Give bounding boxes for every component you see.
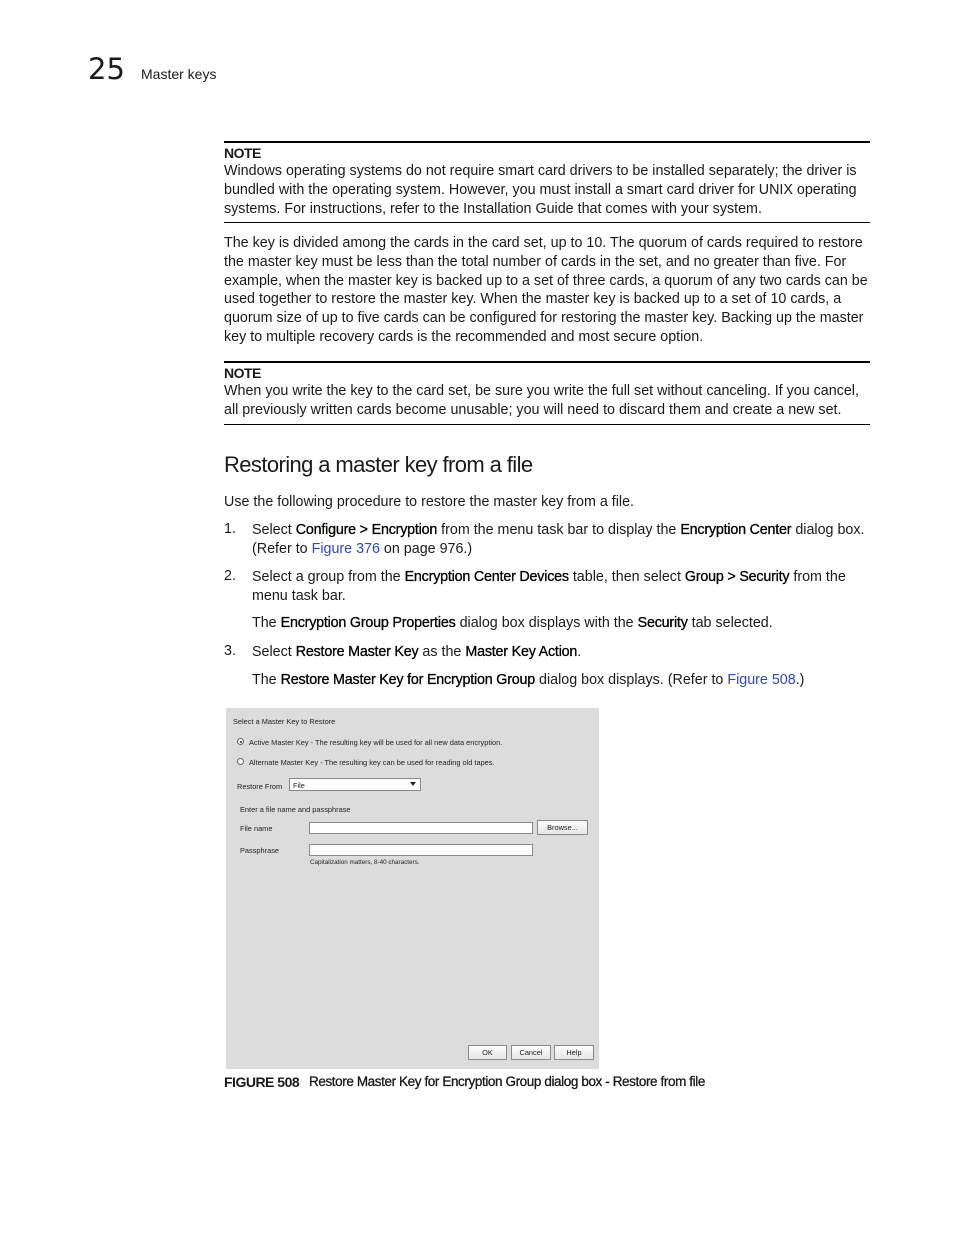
chevron-down-icon — [410, 782, 416, 786]
file-name-label: File name — [240, 824, 273, 833]
chapter-number: 25 — [88, 52, 125, 86]
step-text: Select Configure > Encryption from the menu task bar to display the Encryption Center dialog box. (Refer to Figure 376 on page 976.) — [252, 522, 865, 557]
step-result: The Encryption Group Properties dialog box displays with the Security tab selected. — [252, 615, 773, 631]
cancel-button[interactable]: Cancel — [511, 1045, 551, 1060]
body-paragraph: The key is divided among the cards in the card set, up to 10. The quorum of cards required to restore the master key must be less than the total number of cards in the set, and no greater than five. For example, when the master key is backed up to a set of three cards, a quorum of any two cards can be used together to restore the master key. When the master key is backed up to a set of 10 cards, a quorum size of up to five cards can be configured for restoring the master key. Backing up the master key to multiple recovery cards is the recommended and most secure option. — [224, 235, 868, 345]
step-number: 3. — [224, 643, 236, 659]
passphrase-label: Passphrase — [240, 846, 280, 855]
help-button[interactable]: Help — [554, 1045, 594, 1060]
file-prompt: Enter a file name and passphrase — [240, 805, 351, 814]
figure-508-link[interactable]: Figure 508 — [727, 672, 796, 688]
step-text: Select a group from the Encryption Center Devices table, then select Group > Security from the menu task bar. — [252, 569, 846, 604]
browse-button[interactable]: Browse... — [537, 820, 588, 835]
note-text: When you write the key to the card set, be sure you write the full set without canceling. If you cancel, all previously written cards become unusable; you will need to discard them and create a new set. — [224, 383, 859, 418]
active-master-key-label: Active Master Key - The resulting key will be used for all new data encryption. — [249, 738, 503, 747]
note-top-rule — [224, 361, 870, 363]
note-bottom-rule — [224, 424, 870, 425]
step-number: 2. — [224, 568, 236, 584]
step-number: 1. — [224, 521, 236, 537]
restore-master-key-dialog — [226, 708, 599, 1069]
step-result: The Restore Master Key for Encryption Group dialog box displays. (Refer to Figure 508.) — [252, 672, 805, 688]
section-heading: Restoring a master key from a file — [224, 452, 533, 477]
master-key-group-label: Select a Master Key to Restore — [233, 717, 336, 726]
passphrase-input[interactable] — [309, 844, 533, 856]
note-text: Windows operating systems do not require smart card drivers to be installed separately; the driver is bundled with the operating system. However, you must install a smart card driver for UNIX operating systems. For instructions, refer to the Installation Guide that comes with your system. — [224, 163, 857, 217]
alternate-master-key-label: Alternate Master Key - The resulting key can be used for reading old tapes. — [249, 758, 495, 767]
figure-label: FIGURE 508 — [224, 1074, 300, 1090]
alternate-master-key-radio[interactable] — [237, 758, 244, 765]
restore-from-select[interactable] — [289, 778, 421, 791]
active-master-key-radio[interactable] — [237, 738, 244, 745]
note-top-rule — [224, 141, 870, 143]
ok-button[interactable]: OK — [468, 1045, 507, 1060]
figure-caption: Restore Master Key for Encryption Group dialog box - Restore from file — [309, 1074, 705, 1089]
step-text: Select Restore Master Key as the Master Key Action. — [252, 644, 582, 660]
note-bottom-rule — [224, 222, 870, 223]
note-label: NOTE — [224, 145, 261, 161]
restore-from-value: File — [293, 780, 305, 790]
note-label: NOTE — [224, 365, 261, 381]
passphrase-hint: Capitalization matters, 8-40 characters. — [310, 859, 420, 866]
file-name-input[interactable] — [309, 822, 533, 834]
figure-376-link[interactable]: Figure 376 — [311, 540, 380, 557]
section-intro: Use the following procedure to restore the master key from a file. — [224, 494, 635, 510]
chapter-title: Master keys — [141, 66, 217, 82]
restore-from-label: Restore From — [237, 782, 283, 791]
